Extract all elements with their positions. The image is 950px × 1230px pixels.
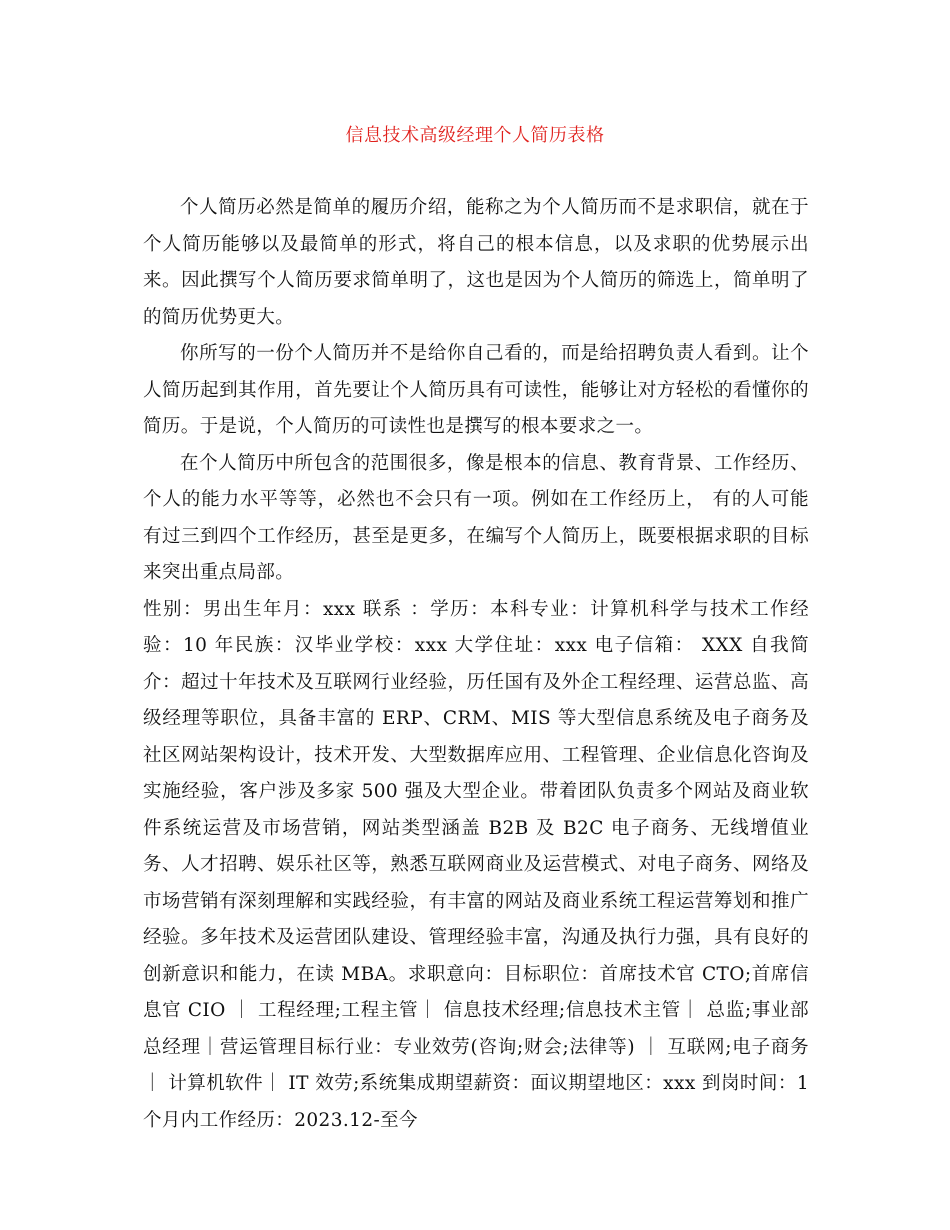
paragraph-scope: 在个人简历中所包含的范围很多，像是根本的信息、教育背景、工作经历、个人的能力水平等等，必然也不会只有一项。例如在工作经历上， 有的人可能有过三到四个工作经历，甚至是更多，在编写个人简历上，既要根据求职的目标来突出重点局部。: [143, 452, 809, 583]
document-body: [143, 190, 809, 1139]
document-title: 信息技术高级经理个人简历表格: [345, 125, 605, 146]
paragraph-intro: 个人简历必然是简单的履历介绍，能称之为个人简历而不是求职信，就在于个人简历能够以及最简单的形式，将自己的根本信息，以及求职的优势展示出来。因此撰写个人简历要求简单明了，这也是因为个人简历的筛选上，简单明了的简历优势更大。: [143, 197, 809, 328]
paragraph-readability: 你所写的一份个人简历并不是给你自己看的，而是给招聘负责人看到。让个人简历起到其作用，首先要让个人简历具有可读性，能够让对方轻松的看懂你的简历。于是说，个人简历的可读性也是撰写的根本要求之一。: [143, 343, 809, 437]
resume-details: 性别：男出生年月：xxx 联系 ：学历：本科专业：计算机科学与技术工作经验：10 年民族：汉毕业学校：xxx 大学住址：xxx 电子信箱： XXX 自我简介：超过十年技术及互联网行业经验，历任国有及外企工程经理、运营总监、高级经理等职位，具备丰富的 ERP、CRM、MIS 等大型信息系统及电子商务及社区网站架构设计，技术开发、大型数据库应用、工程管理、企业信息化咨询及实施经验，客户涉及多家 500 强及大型企业。带着团队负责多个网站及商业软件系统运营及市场营销，网站类型涵盖 B2B 及 B2C 电子商务、无线增值业务、人才招聘、娱乐社区等，熟悉互联网商业及运营模式、对电子商务、网络及市场营销有深刻理解和实践经验，有丰富的网站及商业系统工程运营筹划和推广经验。多年技术及运营团队建设、管理经验丰富，沟通及执行力强，具有良好的创新意识和能力，在读 MBA。求职意向：目标职位：首席技术官 CTO;首席信息官 CIO ｜ 工程经理;工程主管｜ 信息技术经理;信息技术主管｜ 总监;事业部总经理｜营运管理目标行业：专业效劳(咨询;财会;法律等) ｜ 互联网;电子商务｜ 计算机软件｜ IT 效劳;系统集成期望薪资：面议期望地区：xxx 到岗时间：1 个月内工作经历：2023.12-至今: [143, 598, 809, 1131]
